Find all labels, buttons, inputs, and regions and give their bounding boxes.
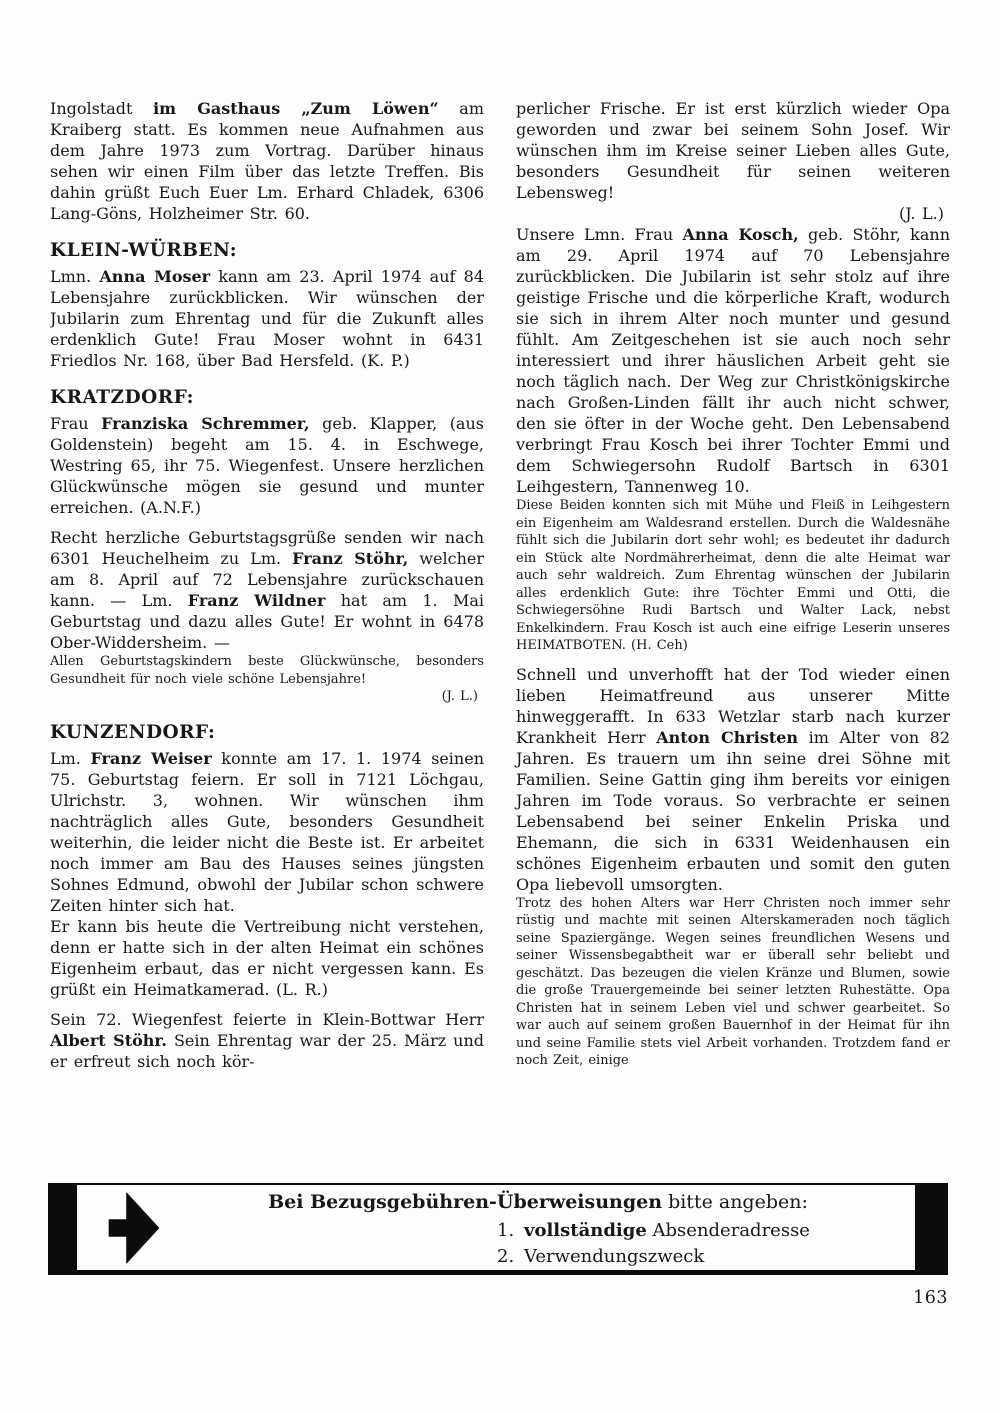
body-paragraph [516,224,950,497]
text-run: Er kann bis heute die Vertreibung nicht verstehen, denn er hatte sich in der alten Heimat ein schönes Eigenheim erbaut, das er nicht vergessen kann. Es grüßt ein Heimatkamerad. (L. R.) [50,916,484,999]
text-run: Allen Geburtstagskindern beste Glückwünsche, besonders Gesundheit für noch viele schöne Lebensjahre! [50,654,484,687]
text-run: welcher am 8. April auf 72 Lebensjahre zurückschauen kann. — Lm. [50,549,485,610]
text-run: Trotz des hohen Alters war Herr Christen noch immer sehr rüstig und machte mit seinen Alterskameraden noch täglich seine Spaziergänge. Wegen seines freundlichen Wesens und seiner Wissensbegabtheit war er überall sehr beliebt und geschätzt. Das bezeugen die vielen Kränze und Blumen, sowie die große Trauergemeinde bei seiner letzten Ruhestätte. Opa Christen hat in seinem Leben viel und schwer gearbeitet. So war auch auf seinem großen Bauernhof in der Heimat für ihn und seine Familie stets viel Arbeit vorhanden. Trotzdem fand er noch Zeit, einige [516,895,950,1068]
right-column [516,98,950,1178]
section-heading: KUNZENDORF: [50,721,216,743]
item-number: 2. [497,1246,515,1267]
banner-left-black-bar [50,1185,77,1270]
text-run: konnte am 17. 1. 1974 seinen 75. Geburtstag feiern. Er soll in 7121 Löchgau, Ulrichstr. 3, wohnen. Wir wünschen ihm nachträglich alles Gute, besonders Gesundheit weiterhin, die leider nicht die Beste ist. Er arbeitet noch immer am Bau des Hauses seines jüngsten Sohnes Edmund, obwohl der Jubilar schon schwere Zeiten hinter sich hat. [50,748,485,915]
item-number: 1. [497,1220,515,1241]
bold-text-run: Anna Kosch, [682,225,799,244]
text-run: hat am 1. Mai Geburtstag und dazu alles Gute! Er wohnt in 6478 Ober-Widdersheim. — [50,591,484,652]
banner-item-1 [497,1218,810,1244]
item-bold-text: vollständige [524,1220,647,1241]
subscription-notice-banner [48,1183,948,1275]
small-print-paragraph [516,497,950,655]
small-print-paragraph [50,653,484,706]
text-run: Diese Beiden konnten sich mit Mühe und Fleiß in Leihgestern ein Eigenheim am Waldesrand erstellen. Durch die Waldesnähe fühlt sich die Jubilarin dort sehr wohl; es bedeutet ihr dadurch ein Stück alte Nordmährerheimat, denn die alte Heimat war auch sehr waldreich. Zum Ehrentag wünschen der Jubilarin alles erdenklich Gute: ihre Töchter Emmi und Otti, die Schwiegersöhne Rudi Bartsch und Walter Lack, nebst Enkelkindern. Frau Kosch ist auch eine eifrige Leserin unseres HEIMATBOTEN. (H. Ceh) [516,498,950,653]
text-run: Sein Ehrentag war der 25. März und er erfreut sich noch kör- [50,1030,485,1071]
text-run: Lmn. [50,267,100,286]
small-print-paragraph [516,895,950,1070]
banner-item-2 [497,1244,810,1270]
body-paragraph [50,1009,484,1072]
bold-text-run: Franziska Schremmer, [101,414,310,433]
right-arrow-icon [108,1188,162,1268]
item-text: Verwendungszweck [524,1246,705,1267]
text-run: Unsere Lmn. Frau [516,225,683,244]
banner-title-rest: bitte angeben: [662,1191,808,1213]
bold-text-run: Franz Stöhr, [292,549,409,568]
item-text: Absenderadresse [646,1220,810,1241]
two-column-text-area [50,98,950,1178]
text-run: perlicher Frische. Er ist erst kürzlich wieder Opa geworden und zwar bei seinem Sohn Josef. Wir wünschen ihm im Kreise seiner Lieben alles Gute, besonders Gesundheit für seinen weiteren Lebensweg! [516,99,950,202]
text-run: geb. Klapper, (aus Goldenstein) begeht am 15. 4. in Eschwege, Westring 65, ihr 75. Wiegenfest. Unsere herzlichen Glückwünsche mögen sie gesund und munter erreichen. (A.N.F.) [50,414,484,517]
text-run: Recht herzliche Geburtstagsgrüße senden wir nach 6301 Heuchelheim zu Lm. [50,528,484,568]
banner-right-black-bar [915,1185,946,1270]
body-paragraph [50,266,484,371]
signature-initials: (J. L.) [441,689,478,704]
text-run: Schnell und unverhofft hat der Tod wieder einen lieben Heimatfreund aus unserer Mitte hinweggerafft. In 633 Wetzlar starb nach kurzer Krankheit Herr [516,664,950,747]
bold-text-run: im Gasthaus „Zum Löwen“ [153,99,439,118]
body-paragraph [516,664,950,895]
body-paragraph [50,413,484,518]
text-run: geb. Stöhr, kann am 29. April 1974 auf 70 Lebensjahre zurückblicken. Die Jubilarin ist sehr stolz auf ihre geistige Frische und die körperliche Kraft, wodurch sie sich in ihrem Alter noch munter und gesund fühlt. Am Zeitgeschehen ist sie auch noch sehr interessiert und ihrer häuslichen Arbeit geht sie noch täglich nach. Der Weg zur Christkönigskirche nach Großen-Linden fällt ihr auch nicht schwer, den sie öfter in der Woche geht. Den Lebensabend verbringt Frau Kosch bei ihrer Tochter Emmi und dem Schwiegersohn Rudolf Bartsch in 6301 Leihgestern, Tannenweg 10. [516,225,950,496]
body-paragraph [50,916,484,1000]
banner-title [180,1191,896,1213]
text-run: im Alter von 82 Jahren. Es trauern um ihn seine drei Söhne mit Familien. Seine Gattin ging ihm bereits vor einigen Jahren im Tode voraus. So verbrachte er seinen Lebensabend bei seiner Enkelin Priska und Ehemann, die sich in 6331 Weidenhausen ein schönes Eigenheim erbauten und somit den guten Opa liebevoll umsorgten. [516,727,950,894]
text-run: kann am 23. April 1974 auf 84 Lebensjahre zurückblicken. Wir wünschen der Jubilarin zum Ehrentag und für die Zukunft alles erdenklich Gute! Frau Moser wohnt in 6431 Friedlos Nr. 168, über Bad Hersfeld. (K. P.) [50,267,485,370]
text-run: Sein 72. Wiegenfest feierte in Klein-Bottwar Herr [50,1009,484,1029]
section-heading: KLEIN-WÜRBEN: [50,240,238,261]
bold-text-run: Franz Wildner [187,591,326,610]
body-paragraph [516,98,950,224]
left-column [50,98,484,1178]
text-run: Ingolstadt [50,99,154,118]
text-run: Lm. [50,748,91,768]
page-number: 163 [913,1288,948,1308]
banner-instruction-list [497,1218,810,1270]
bold-text-run: Anna Moser [99,267,211,286]
section-heading: KRATZDORF: [50,387,194,408]
bold-text-run: Albert Stöhr. [50,1030,167,1050]
bold-text-run: Franz Weiser [90,748,212,768]
body-paragraph [50,748,484,916]
text-run: am Kraiberg statt. Es kommen neue Aufnahmen aus dem Jahre 1973 zum Vortrag. Darüber hinaus sehen wir einen Film über das letzte Treffen. Bis dahin grüßt Euch Euer Lm. Erhard Chladek, 6306 Lang-Göns, Holzheimer Str. 60. [50,99,484,223]
banner-title-bold: Bei Bezugsgebühren-Überweisungen [268,1191,663,1213]
body-paragraph [50,527,484,653]
body-paragraph [50,98,484,224]
signature-initials: (J. L.) [898,204,944,223]
bold-text-run: Anton Christen [656,727,799,747]
text-run: Frau [50,414,102,433]
